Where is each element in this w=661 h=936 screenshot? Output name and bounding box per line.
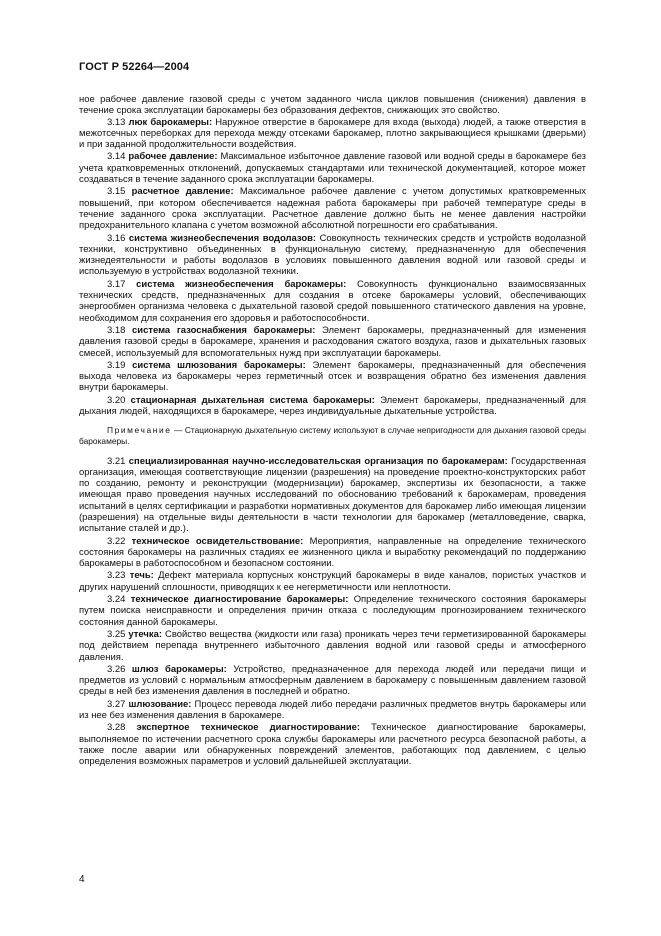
entry-term: утечка: xyxy=(128,628,162,640)
note-text: — Стационарную дыхательную систему используют в случае непригодности для дыхания газовой среды барокамеры. xyxy=(79,425,586,446)
entry-number: 3.20 xyxy=(107,394,126,406)
entry-term: система жизнеобеспечения барокамеры: xyxy=(136,278,347,290)
term-entry-3-25 xyxy=(79,629,586,663)
term-entry-3-23 xyxy=(79,570,586,593)
entry-number: 3.25 xyxy=(107,628,126,640)
entry-text: Совокупность функционально взаимосвязанных технических средств, предназначенных для создания в отсеке барокамеры условий, обеспечивающих энергообмен организма человека с дыхательной газовой средой повышенного статического давления на уровне, необходимом для сохранения его здоровья и работоспособности. xyxy=(79,278,587,324)
page-number: 4 xyxy=(79,874,85,885)
entry-term: стационарная дыхательная система барокамеры: xyxy=(130,394,375,406)
note-label: Примечание xyxy=(107,425,172,436)
term-entry-3-18 xyxy=(79,325,586,359)
entry-number: 3.18 xyxy=(107,324,126,336)
term-entry-3-28 xyxy=(79,722,586,767)
continuation-paragraph: ное рабочее давление газовой среды с учетом заданного числа циклов повышения (снижения) давления в течение срока эксплуатации барокамеры без образования дефектов, снижающих это свойство. xyxy=(79,94,586,117)
entry-text: Определение технического состояния барокамеры путем поиска неисправности и определения причин отказа с последующим прогнозированием технического состояния данной барокамеры. xyxy=(79,594,586,628)
entry-term: люк барокамеры: xyxy=(128,116,213,128)
term-entry-3-20 xyxy=(79,395,586,418)
entry-term: течь: xyxy=(129,570,154,582)
entry-number: 3.19 xyxy=(107,359,126,371)
entry-term: расчетное давление: xyxy=(131,186,234,198)
entry-text: Элемент барокамеры, предназначенный для изменения давления газовой среды в барокамере, хранения и расходования сжатого воздуха, газов и дыхательных газовых смесей, используемый для вспомогательных нужд при эксплуатации барокамеры. xyxy=(79,324,587,359)
term-entry-3-16 xyxy=(79,233,586,278)
entry-number: 3.23 xyxy=(107,570,126,582)
entry-term: техническое освидетельствование: xyxy=(131,535,304,547)
entry-text: Государственная организация, имеющая соответствующие лицензии (разрешения) на проведение проектно-конструкторских работ по созданию, ремонту и реконструкции (модернизации) барокамер, экспертизы их безопасности, а также имеющая право проведения научных исследований по обоснованию требований к барокамерам, проведения испытаний в целях сертификации и разработки нормативных документов для барокамер либо имеющая лицензии (разрешения) на отдельные виды деятельности в части технологии для барокамер (металловедение, сварка, испытание сталей и др.). xyxy=(79,455,586,535)
entry-text: Процесс перевода людей либо передачи различных предметов внутрь барокамеры или из нее без изменения давления в барокамере. xyxy=(79,698,586,722)
term-entry-3-17 xyxy=(79,279,586,324)
entry-term: экспертное техническое диагностирование: xyxy=(136,722,361,734)
entry-number: 3.17 xyxy=(107,278,126,290)
term-entry-3-19 xyxy=(79,360,586,394)
entry-term: шлюз барокамеры: xyxy=(131,663,227,675)
entry-number: 3.16 xyxy=(107,232,126,244)
entry-text: Элемент барокамеры, предназначенный для дыхания людей, находящихся в барокамере, через индивидуальные дыхательные устройства. xyxy=(79,394,587,418)
term-entry-3-26 xyxy=(79,664,586,698)
entry-term: рабочее давление: xyxy=(128,151,218,163)
entry-text: Свойство вещества (жидкости или газа) проникать через течи герметизированной барокамеры под действием перепада внутреннего избыточного давления водной или газовой среды и атмосферного давления. xyxy=(79,628,587,663)
entry-number: 3.24 xyxy=(107,594,126,606)
entry-number: 3.15 xyxy=(107,186,126,198)
entry-number: 3.13 xyxy=(107,116,126,128)
entry-term: система газоснабжения барокамеры: xyxy=(132,324,316,336)
entry-text: Устройство, предназначенное для перехода людей или передачи пищи и предметов из условий с нормальным атмосферным давлением в барокамеру с повышенным давлением газовой среды в ней без изменения давления в последней и обратно. xyxy=(79,663,587,698)
entry-text: Наружное отверстие в барокамере для входа (выхода) людей, а также отверстия в межотсечных переборках для перехода между отсеками барокамер, плотно закрывающиеся крышками (дверьми) и при заданной продолжительности воздействия. xyxy=(79,116,587,151)
term-entry-3-27 xyxy=(79,699,586,722)
entry-text: Совокупность технических средств и устройств водолазной техники, конструктивно объединенных в функциональную систему, предназначенную для обеспечения жизнедеятельности и работы водолазов в условиях повышенного давления водной или газовой среды и используемую в устройствах водолазной техники. xyxy=(79,232,586,278)
term-entry-3-21 xyxy=(79,456,586,535)
entry-term: система жизнеобеспечения водолазов: xyxy=(128,232,317,244)
entry-text: Максимальное рабочее давление с учетом допустимых кратковременных повышений, при котором обеспечивается надежная работа барокамеры при рабочей температуре среды в течение заданного срока эксплуатации. Расчетное давление должно быть не менее давления настройки предохранительного клапана с учетом возможной абсолютной погрешности его срабатывания. xyxy=(79,186,586,232)
entry-term: специализированная научно-исследовательская организация по барокамерам: xyxy=(128,455,508,467)
entry-text: Мероприятия, направленные на определение технического состояния барокамеры на различных стадиях ее жизненного цикла и выработку рекомендаций по поддержанию барокамеры в работоспособном и безопасном состоянии. xyxy=(79,535,587,570)
entry-term: система шлюзования барокамеры: xyxy=(132,359,306,371)
entry-text: Дефект материала корпусных конструкций барокамеры в виде каналов, пористых участков и других нарушений сплошности, приводящих к ее негерметичности или неплотности. xyxy=(79,570,586,593)
entry-term: шлюзование: xyxy=(128,698,192,710)
entry-number: 3.21 xyxy=(107,455,126,467)
term-entry-3-15 xyxy=(79,186,586,231)
note-paragraph xyxy=(79,425,586,446)
document-body xyxy=(79,94,586,768)
entry-number: 3.26 xyxy=(107,663,126,675)
term-entry-3-13 xyxy=(79,117,586,151)
entry-number: 3.14 xyxy=(107,151,126,163)
entry-text: Техническое диагностирование барокамеры, выполняемое по истечении расчетного срока службы барокамеры или расчетного ресурса безопасной работы, а также после аварии или обнаруженных повреждений элементов, работающих под давлением, с целью определения возможных параметров и условий дальнейшей эксплуатации. xyxy=(79,722,587,768)
page-header: ГОСТ Р 52264—2004 xyxy=(79,61,190,73)
entry-term: техническое диагностирование барокамеры: xyxy=(130,594,349,606)
entry-number: 3.22 xyxy=(107,535,126,547)
entry-text: Элемент барокамеры, предназначенный для обеспечения выхода человека из барокамеры через герметичный отсек и возвращения обратно без изменения давления внутри барокамеры. xyxy=(79,359,587,394)
term-entry-3-24 xyxy=(79,594,586,628)
term-entry-3-22 xyxy=(79,536,586,570)
entry-number: 3.27 xyxy=(107,698,126,710)
term-entry-3-14 xyxy=(79,151,586,185)
entry-number: 3.28 xyxy=(107,722,126,734)
entry-text: Максимальное избыточное давление газовой или водной среды в барокамере без учета кратковременных отклонений, допускаемых стандартами или технической документацией, которое может создаваться в течение заданного срока эксплуатации барокамеры. xyxy=(79,151,587,186)
